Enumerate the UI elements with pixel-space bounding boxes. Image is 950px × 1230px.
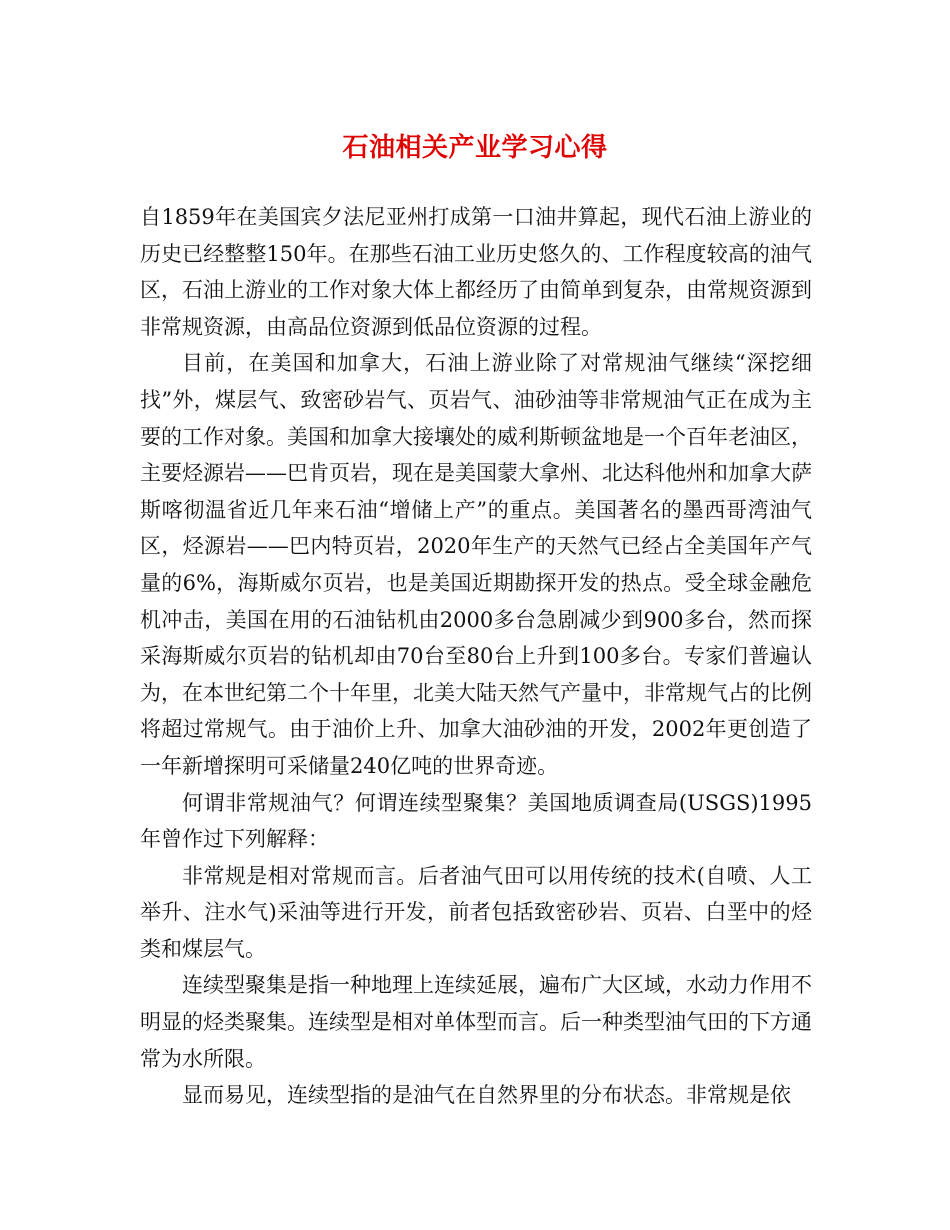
paragraph-5: 连续型聚集是指一种地理上连续延展，遍布广大区域，水动力作用不明显的烃类聚集。连续型是相对单体型而言。后一种类型油气田的下方通常为水所限。 — [140, 973, 812, 1071]
paragraph-4: 非常规是相对常规而言。后者油气田可以用传统的技术(自喷、人工举升、注水气)采油等进行开发，前者包括致密砂岩、页岩、白垩中的烃类和煤层气。 — [140, 863, 812, 961]
paragraph-2: 目前，在美国和加拿大，石油上游业除了对常规油气继续“深挖细找”外，煤层气、致密砂岩气、页岩气、油砂油等非常规油气正在成为主要的工作对象。美国和加拿大接壤处的威利斯顿盆地是一个百年老油区，主要烃源岩——巴肯页岩，现在是美国蒙大拿州、北达科他州和加拿大萨斯喀彻温省近几年来石油“增储上产”的重点。美国著名的墨西哥湾油气区，烃源岩——巴内特页岩，2020年生产的天然气已经占全美国年产气量的6%，海斯威尔页岩，也是美国近期勘探开发的热点。受全球金融危机冲击，美国在用的石油钻机由2000多台急剧减少到900多台，然而探采海斯威尔页岩的钻机却由70台至80台上升到100多台。专家们普遍认为，在本世纪第二个十年里，北美大陆天然气产量中，非常规气占的比例将超过常规气。由于油价上升、加拿大油砂油的开发，2002年更创造了一年新增探明可采储量240亿吨的世界奇迹。 — [140, 351, 812, 778]
document-body — [140, 199, 812, 1114]
document-title: 石油相关产业学习心得 — [342, 133, 608, 163]
paragraph-6: 显而易见，连续型指的是油气在自然界里的分布状态。非常规是依 — [182, 1083, 791, 1108]
paragraph-1: 自1859年在美国宾夕法尼亚州打成第一口油井算起，现代石油上游业的历史已经整整150年。在那些石油工业历史悠久的、工作程度较高的油气区，石油上游业的工作对象大体上都经历了由简单到复杂，由常规资源到非常规资源，由高品位资源到低品位资源的过程。 — [140, 205, 812, 339]
paragraph-3: 何谓非常规油气？何谓连续型聚集？美国地质调查局(USGS)1995年曾作过下列解释： — [140, 790, 812, 852]
